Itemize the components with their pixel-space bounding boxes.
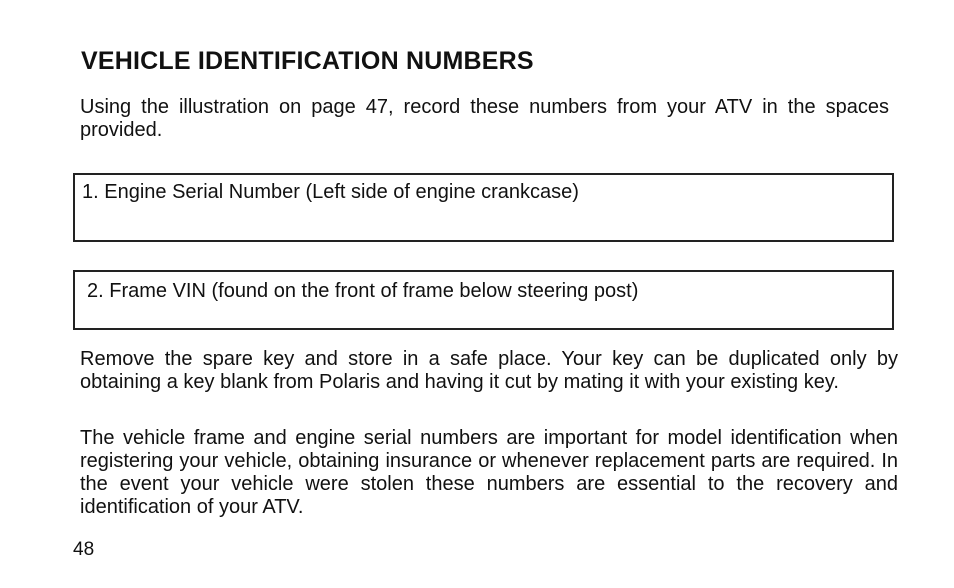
spare-key-paragraph: Remove the spare key and store in a safe place. Your key can be duplicated only by obtaining a key blank from Polaris and having it cut by mating it with your existing key.	[80, 348, 898, 393]
engine-serial-number-label: 1. Engine Serial Number (Left side of engine crankcase)	[82, 181, 579, 203]
serial-numbers-importance-paragraph: The vehicle frame and engine serial numbers are important for model identification when registering your vehicle, obtaining insurance or whenever replacement parts are required. In the event your vehicle were stolen these numbers are essential to the recovery and identification of your ATV.	[80, 427, 898, 518]
frame-vin-label: 2. Frame VIN (found on the front of frame below steering post)	[87, 280, 639, 302]
page-number: 48	[73, 539, 95, 560]
page-title: VEHICLE IDENTIFICATION NUMBERS	[81, 47, 534, 75]
engine-serial-number-box[interactable]	[73, 173, 894, 242]
intro-text: Using the illustration on page 47, record these numbers from your ATV in the spaces provided.	[80, 96, 889, 141]
frame-vin-box[interactable]	[73, 270, 894, 330]
